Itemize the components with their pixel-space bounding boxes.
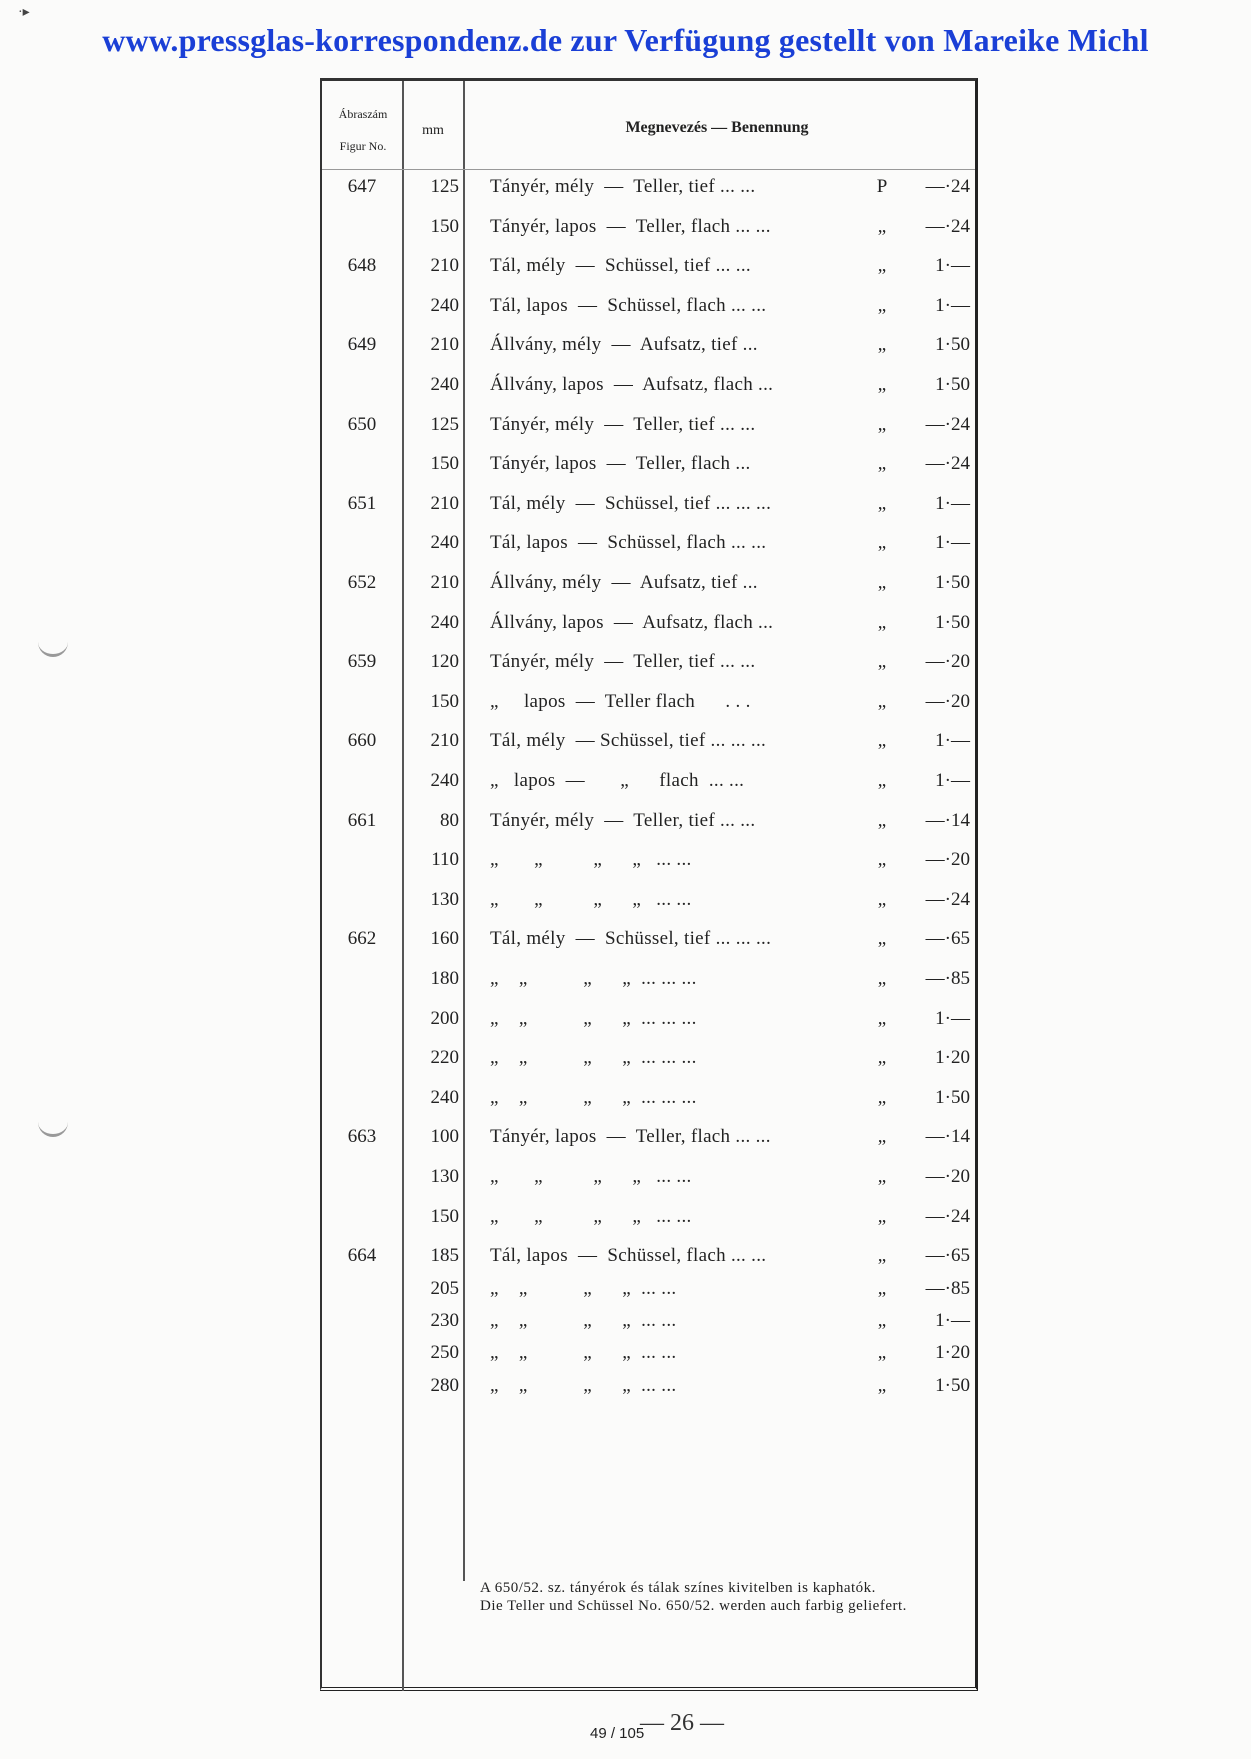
unit-mark: „: [877, 690, 887, 712]
table-row: [322, 1245, 975, 1275]
item-name: „ „ „ „ ... ... ...: [490, 1047, 697, 1069]
item-name: „ „ „ „ ... ...: [490, 1166, 692, 1187]
table-row: [322, 691, 975, 721]
table-row: [322, 1206, 975, 1236]
item-name: Tál, lapos — Schüssel, flach ... ...: [490, 294, 767, 316]
item-name: Tál, lapos — Schüssel, flach ... ...: [490, 532, 767, 554]
item-name: „ lapos — Teller flach . . .: [490, 690, 751, 712]
figure-number: 652: [347, 572, 377, 593]
price: 1·20: [935, 1342, 970, 1364]
size-mm: 160: [430, 928, 459, 950]
size-mm: 110: [431, 849, 459, 871]
size-mm: 130: [430, 888, 459, 910]
item-name: „ „ „ „ ... ... ...: [490, 1007, 697, 1029]
unit-mark: „: [877, 651, 887, 673]
price: 1·50: [935, 572, 970, 593]
item-name: Állvány, lapos — Aufsatz, flach ...: [490, 611, 774, 633]
table-row: [322, 1375, 975, 1405]
size-mm: 120: [430, 651, 459, 673]
size-mm: 210: [430, 492, 459, 514]
price: 1·50: [935, 1086, 970, 1108]
item-name: Állvány, mély — Aufsatz, tief ...: [490, 334, 758, 356]
unit-mark: „: [877, 1086, 887, 1108]
table-row: [322, 1126, 975, 1156]
table-row: [322, 849, 975, 879]
figure-number: 660: [347, 730, 377, 752]
item-name: Tányér, mély — Teller, tief ... ...: [490, 176, 756, 197]
price: 1·50: [935, 1374, 970, 1396]
item-name: „ lapos — „ flach ... ...: [490, 770, 745, 791]
size-mm: 230: [430, 1310, 459, 1331]
size-mm: 210: [430, 255, 459, 277]
size-mm: 150: [430, 215, 459, 237]
size-mm: 185: [430, 1245, 459, 1267]
table-row: [322, 1310, 975, 1340]
unit-mark: „: [877, 730, 887, 752]
size-mm: 210: [430, 334, 459, 356]
item-name: „ „ „ „ ... ...: [490, 1342, 677, 1364]
table-row: [322, 1166, 975, 1196]
corner-mark: ·▸: [18, 5, 30, 20]
item-name: „ „ „ „ ... ...: [490, 849, 692, 871]
item-name: Tál, mély — Schüssel, tief ... ...: [490, 255, 751, 277]
header-link[interactable]: www.pressglas-korrespondenz.de zur Verfügung gestellt von Mareike Michl: [102, 22, 1149, 58]
item-name: „ „ „ „ ... ...: [490, 888, 692, 910]
size-mm: 250: [430, 1342, 459, 1364]
item-name: „ „ „ „ ... ...: [490, 1374, 677, 1396]
unit-mark: „: [877, 1166, 887, 1187]
table-row: [322, 255, 975, 285]
size-mm: 125: [430, 176, 459, 197]
price: 1·—: [935, 730, 970, 752]
table-row: [322, 612, 975, 642]
item-name: „ „ „ „ ... ... ...: [490, 968, 697, 989]
item-name: Tál, mély — Schüssel, tief ... ... ...: [490, 492, 772, 514]
unit-mark: P: [876, 176, 888, 197]
price: 1·—: [935, 1310, 970, 1331]
table-row: [322, 810, 975, 840]
header-rule: [322, 169, 975, 170]
unit-mark: „: [877, 968, 887, 989]
price: —·20: [925, 1166, 970, 1187]
item-name: „ „ „ „ ... ... ...: [490, 1086, 697, 1108]
unit-mark: „: [877, 770, 887, 791]
item-name: Tál, lapos — Schüssel, flach ... ...: [490, 1245, 767, 1267]
figure-number: 649: [347, 334, 377, 356]
item-name: Állvány, mély — Aufsatz, tief ...: [490, 572, 758, 593]
item-name: „ „ „ „ ... ...: [490, 1310, 677, 1331]
unit-mark: „: [877, 1047, 887, 1069]
unit-mark: „: [877, 532, 887, 554]
price: —·24: [925, 1205, 970, 1227]
figure-number: 659: [347, 651, 377, 673]
price: —·85: [925, 1277, 970, 1299]
figure-number: 663: [347, 1126, 377, 1148]
table-row: [322, 295, 975, 325]
price: 1·—: [935, 1007, 970, 1029]
price: 1·—: [935, 532, 970, 554]
item-name: Tányér, mély — Teller, tief ... ...: [490, 651, 756, 673]
price: —·20: [925, 690, 970, 712]
unit-mark: „: [877, 255, 887, 277]
unit-mark: „: [877, 1245, 887, 1267]
price: —·20: [925, 651, 970, 673]
item-name: Tányér, lapos — Teller, flach ... ...: [490, 1126, 771, 1148]
printed-page-number: — 26 —: [640, 1710, 724, 1736]
footnote-hungarian: A 650/52. sz. tányérok és tálak színes kivitelben is kaphatók.: [480, 1580, 876, 1596]
unit-mark: „: [877, 572, 887, 593]
price: —·65: [925, 1245, 970, 1267]
figure-number: 651: [347, 492, 377, 514]
item-name: „ „ „ „ ... ...: [490, 1205, 692, 1227]
price: 1·—: [935, 255, 970, 277]
table-row: [322, 216, 975, 246]
size-mm: 125: [430, 413, 459, 435]
price: 1·20: [935, 1047, 970, 1069]
unit-mark: „: [877, 374, 887, 395]
price: —·24: [925, 176, 970, 197]
table-row: [322, 334, 975, 364]
size-mm: 240: [430, 532, 459, 554]
table-row: [322, 414, 975, 444]
header-figure-de: Figur No.: [339, 139, 387, 153]
unit-mark: „: [877, 453, 887, 475]
header-figure-hu: Ábraszám: [338, 107, 388, 121]
table-row: [322, 1342, 975, 1372]
unit-mark: „: [877, 888, 887, 910]
unit-mark: „: [877, 849, 887, 871]
price: 1·—: [935, 294, 970, 316]
figure-number: 647: [347, 176, 377, 197]
table-row: [322, 730, 975, 760]
unit-mark: „: [877, 1126, 887, 1148]
punch-hole: [38, 628, 68, 657]
punch-hole: [38, 1108, 68, 1137]
item-name: Tál, mély — Schüssel, tief ... ... ...: [490, 928, 772, 950]
table-row: [322, 374, 975, 404]
table-row: [322, 651, 975, 681]
header-mm: mm: [422, 123, 444, 138]
unit-mark: „: [877, 1205, 887, 1227]
size-mm: 130: [430, 1166, 459, 1187]
size-mm: 150: [430, 453, 459, 475]
price: —·85: [925, 968, 970, 989]
table-row: [322, 572, 975, 602]
size-mm: 180: [430, 968, 459, 989]
unit-mark: „: [877, 1342, 887, 1364]
price: —·24: [925, 215, 970, 237]
table-row: [322, 176, 975, 206]
size-mm: 200: [430, 1007, 459, 1029]
price: —·14: [925, 809, 970, 831]
figure-number: 664: [347, 1245, 377, 1267]
item-name: Tányér, mély — Teller, tief ... ...: [490, 413, 756, 435]
item-name: Tál, mély — Schüssel, tief ... ... ...: [490, 730, 767, 752]
size-mm: 80: [440, 809, 459, 831]
size-mm: 240: [430, 294, 459, 316]
table-row: [322, 453, 975, 483]
price: —·20: [925, 849, 970, 871]
unit-mark: „: [877, 611, 887, 633]
price: —·24: [925, 888, 970, 910]
item-name: Állvány, lapos — Aufsatz, flach ...: [490, 374, 774, 395]
size-mm: 240: [430, 611, 459, 633]
unit-mark: „: [877, 809, 887, 831]
unit-mark: „: [877, 413, 887, 435]
size-mm: 280: [430, 1374, 459, 1396]
price: —·24: [925, 413, 970, 435]
figure-number: 648: [347, 255, 377, 277]
item-name: Tányér, lapos — Teller, flach ... ...: [490, 215, 771, 237]
unit-mark: „: [877, 294, 887, 316]
figure-number: 650: [347, 413, 377, 435]
table-row: [322, 1008, 975, 1038]
size-mm: 205: [430, 1277, 459, 1299]
table-row: [322, 968, 975, 998]
table-row: [322, 770, 975, 800]
price: 1·50: [935, 334, 970, 356]
table-row: [322, 1047, 975, 1077]
size-mm: 220: [430, 1047, 459, 1069]
size-mm: 210: [430, 572, 459, 593]
unit-mark: „: [877, 928, 887, 950]
unit-mark: „: [877, 1007, 887, 1029]
item-name: Tányér, mély — Teller, tief ... ...: [490, 809, 756, 831]
size-mm: 150: [430, 690, 459, 712]
price: 1·—: [935, 492, 970, 514]
price: 1·—: [935, 770, 970, 791]
figure-number: 661: [347, 809, 377, 831]
table-row: [322, 1278, 975, 1308]
unit-mark: „: [877, 215, 887, 237]
table-row: [322, 532, 975, 562]
table-row: [322, 1087, 975, 1117]
unit-mark: „: [877, 1310, 887, 1331]
header-figure-no: [328, 98, 398, 162]
unit-mark: „: [877, 492, 887, 514]
size-mm: 240: [430, 1086, 459, 1108]
price-table: [320, 78, 978, 1691]
price: 1·50: [935, 374, 970, 395]
price: —·65: [925, 928, 970, 950]
item-name: Tányér, lapos — Teller, flach ...: [490, 453, 751, 475]
unit-mark: „: [877, 334, 887, 356]
unit-mark: „: [877, 1374, 887, 1396]
footnote-german: Die Teller und Schüssel No. 650/52. werden auch farbig geliefert.: [480, 1598, 907, 1614]
header-name: Megnevezés — Benennung: [625, 119, 809, 136]
size-mm: 210: [430, 730, 459, 752]
item-name: „ „ „ „ ... ...: [490, 1277, 677, 1299]
size-mm: 100: [430, 1126, 459, 1148]
price: —·24: [925, 453, 970, 475]
unit-mark: „: [877, 1277, 887, 1299]
table-row: [322, 493, 975, 523]
size-mm: 240: [430, 374, 459, 395]
price: 1·50: [935, 611, 970, 633]
size-mm: 240: [430, 770, 459, 791]
table-row: [322, 889, 975, 919]
size-mm: 150: [430, 1205, 459, 1227]
table-row: [322, 928, 975, 958]
footnote: [430, 1579, 970, 1615]
price: —·14: [925, 1126, 970, 1148]
page-counter: 49 / 105: [590, 1725, 645, 1742]
figure-number: 662: [347, 928, 377, 950]
